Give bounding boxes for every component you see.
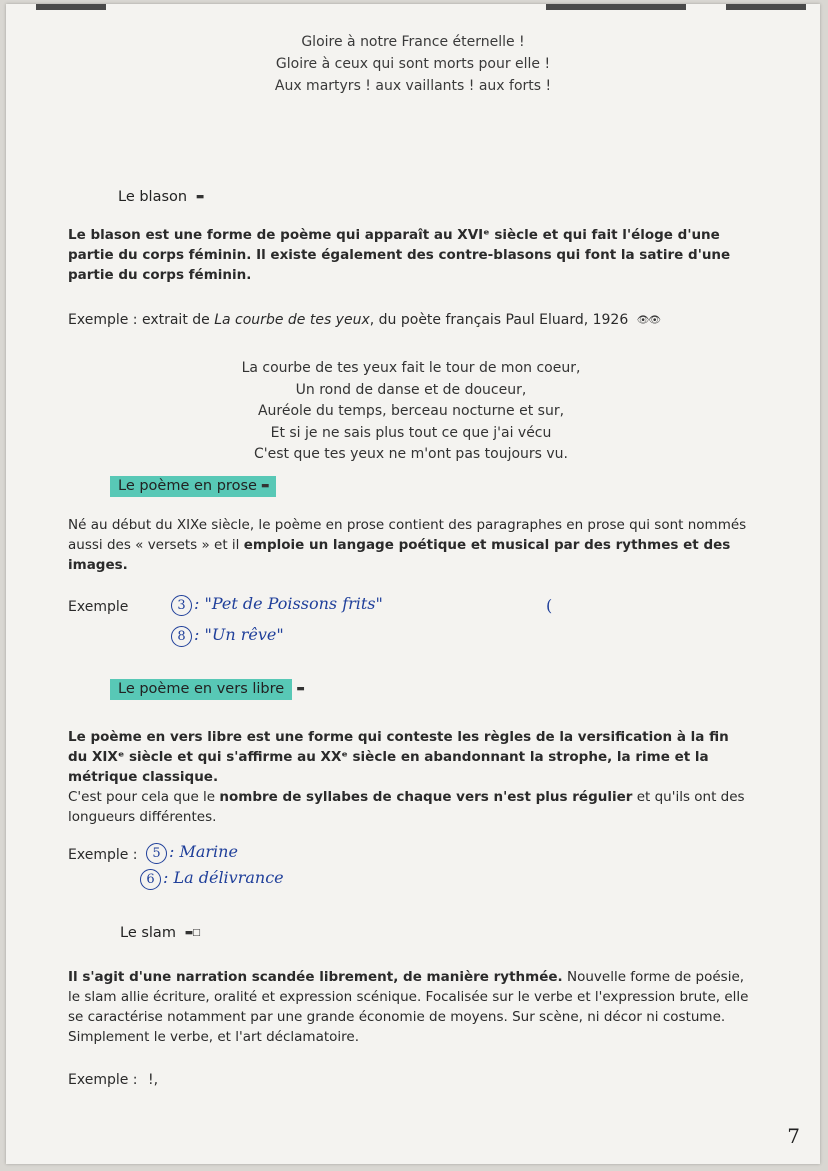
highlighted-heading: Le poème en prose ▬: [110, 476, 276, 497]
slam-example: Exemple : !,: [68, 1072, 159, 1088]
underline-mark-icon: ▬: [296, 684, 304, 694]
document-page: [6, 4, 820, 1164]
vers-libre-definition: Le poème en vers libre est une forme qui conteste les règles de la versification à la fin du XIXᵉ siècle et qui s'affirme au XXᵉ siècle en abandonnant la strophe, la rime et la métrique classique. C'est pour cela que le nombre de syllabes de chaque vers n'est plus régulier et qu'ils ont des longueurs différentes.: [68, 729, 745, 825]
handwritten-example: 6 : La délivrance: [140, 868, 284, 890]
top-edge-strip: [726, 4, 806, 10]
handwritten-example: 5 : Marine: [146, 842, 238, 864]
poem-line: Gloire à notre France éternelle !: [301, 34, 525, 50]
poem-line: Aux martyrs ! aux vaillants ! aux forts !: [274, 78, 552, 94]
top-edge-strip: [546, 4, 686, 10]
example-title: La courbe de tes yeux: [214, 312, 370, 328]
handwritten-example: 8 : "Un rêve": [171, 625, 284, 647]
underline-mark-icon: ▬: [260, 481, 269, 491]
circled-number: 5: [146, 843, 167, 864]
circled-number: 3: [171, 595, 192, 616]
poem-line: Gloire à ceux qui sont morts pour elle !: [275, 56, 551, 72]
eyes-icon: 👁👁: [636, 314, 661, 326]
underline-mark-icon: ▬: [195, 192, 204, 202]
vers-libre-example-label: Exemple :: [68, 847, 138, 863]
poem-line: Auréole du temps, berceau nocturne et sur,: [257, 403, 565, 419]
circled-number: 6: [140, 869, 161, 890]
heading-text: Le blason: [118, 189, 188, 205]
top-edge-strip: [36, 4, 106, 10]
page-number: 7: [787, 1124, 800, 1148]
prose-example-label: Exemple: [68, 599, 129, 615]
prose-definition: Né au début du XIXe siècle, le poème en prose contient des paragraphes en prose qui sont nommés aussi des « versets » et il emploie un langage poétique et musical par des rythmes et des images.: [68, 517, 747, 573]
blason-definition: Le blason est une forme de poème qui apparaît au XVIᵉ siècle et qui fait l'éloge d'une partie du corps féminin. Il existe également des contre-blasons qui font la satire d'une partie du corps féminin.: [68, 227, 731, 283]
blason-example: Exemple : extrait de La courbe de tes yeux, du poète français Paul Eluard, 1926 👁👁: [68, 312, 661, 328]
highlighted-heading: Le poème en vers libre: [110, 679, 292, 700]
heading-vers-libre: [110, 681, 304, 697]
handwritten-example: 3 : "Pet de Poissons frits": [171, 594, 383, 616]
heading-slam: Le slam ▬□: [120, 925, 200, 941]
poem-line: C'est que tes yeux ne m'ont pas toujours vu.: [253, 446, 569, 462]
blason-poem: [156, 358, 666, 466]
poem-line: La courbe de tes yeux fait le tour de mon coeur,: [241, 360, 581, 376]
poem-line: Un rond de danse et de douceur,: [295, 381, 527, 398]
stray-pen-mark: (: [546, 596, 553, 615]
heading-blason: [118, 189, 203, 205]
underline-mark-icon: ▬□: [184, 928, 200, 938]
circled-number: 8: [171, 626, 192, 647]
intro-poem: [6, 31, 820, 97]
poem-line: Et si je ne sais plus tout ce que j'ai vécu: [270, 424, 552, 441]
heading-prose: [110, 478, 276, 494]
slam-definition: Il s'agit d'une narration scandée librement, de manière rythmée. Nouvelle forme de poésie, le slam allie écriture, oralité et expression scénique. Focalisée sur le verbe et l'expression brute, elle se caractérise notamment par une grande économie de moyens. Sur scène, ni décor ni costume. Simplement le verbe, et l'art déclamatoire.: [68, 969, 749, 1045]
stray-mark: !,: [147, 1072, 159, 1088]
